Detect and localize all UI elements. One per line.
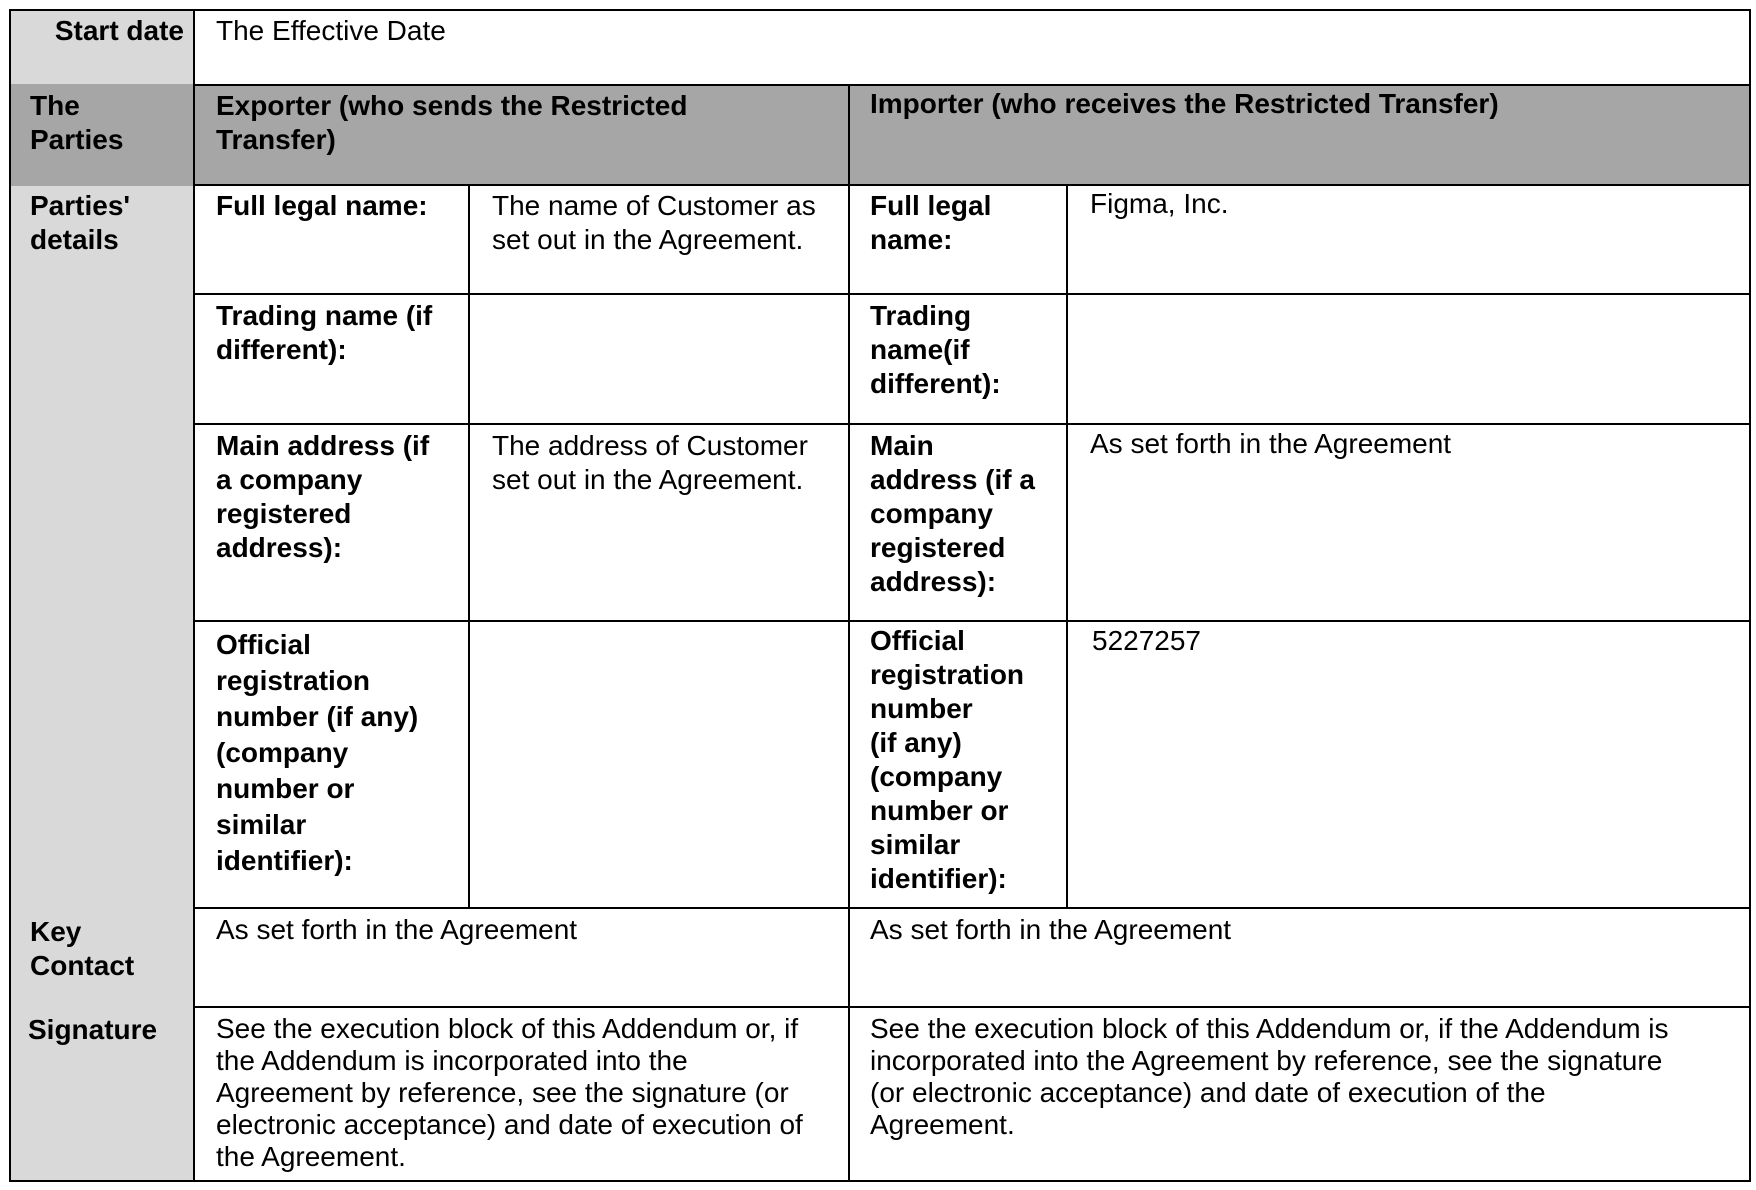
exporter-trading-name-label-line2: different): — [216, 334, 347, 365]
row-divider-trading-name — [193, 423, 1751, 425]
importer-main-address-value-text: As set forth in the Agreement — [1090, 428, 1452, 459]
importer-key-contact-value-text: As set forth in the Agreement — [870, 914, 1232, 945]
row-divider-full-legal-name — [193, 293, 1751, 295]
importer-trading-name-label — [870, 299, 1060, 401]
exporter-signature-value — [216, 1013, 848, 1173]
importer-registration-label — [870, 624, 1060, 896]
importer-main-address-label-line1: Main — [870, 430, 934, 461]
exporter-registration-label — [216, 627, 476, 879]
exporter-signature-line5: the Agreement. — [216, 1141, 406, 1172]
table-border-top — [9, 9, 1751, 11]
exporter-registration-label-line1: Official — [216, 629, 311, 660]
start-date-label — [10, 14, 184, 48]
importer-main-address-label-line5: address): — [870, 566, 997, 597]
exporter-full-legal-name-value — [492, 189, 852, 257]
importer-signature-line4: Agreement. — [870, 1109, 1015, 1140]
start-date-value — [216, 14, 1716, 48]
parties-header-label-line1: The — [30, 90, 80, 121]
importer-registration-value-text: 5227257 — [1092, 625, 1202, 656]
importer-heading — [870, 87, 1740, 121]
importer-heading-text: Importer (who receives the Restricted Transfer) — [870, 88, 1499, 119]
row-divider-parties-header — [193, 184, 1751, 186]
key-contact-label-line2: Contact — [30, 950, 135, 981]
exporter-signature-line3: Agreement by reference, see the signature (or — [216, 1077, 789, 1108]
exporter-registration-label-line4: (company — [216, 737, 349, 768]
parties-details-label-line1: Parties' — [30, 190, 131, 221]
exporter-main-address-value-line2: set out in the Agreement. — [492, 464, 804, 495]
importer-key-contact-value — [870, 913, 1740, 947]
importer-signature-line2: incorporated into the Agreement by reference, see the signature — [870, 1045, 1663, 1076]
exporter-main-address-label — [216, 429, 476, 565]
importer-registration-label-line4: (if any) — [870, 727, 962, 758]
column-divider-exporter-inner — [468, 184, 470, 909]
key-contact-label-line1: Key — [30, 916, 82, 947]
signature-label — [28, 1013, 188, 1047]
exporter-registration-label-line7: identifier): — [216, 845, 353, 876]
exporter-registration-label-line5: number or — [216, 773, 355, 804]
parties-header-label — [30, 89, 180, 157]
importer-signature-line1: See the execution block of this Addendum or, if the Addendum is — [870, 1013, 1669, 1044]
importer-trading-name-label-line1: Trading — [870, 300, 972, 331]
exporter-main-address-label-line3: registered — [216, 498, 352, 529]
exporter-main-address-label-line4: address): — [216, 532, 343, 563]
exporter-full-legal-name-label-text: Full legal name: — [216, 190, 428, 221]
importer-registration-label-line5: (company — [870, 761, 1003, 792]
importer-trading-name-label-line3: different): — [870, 368, 1001, 399]
exporter-heading — [216, 89, 846, 157]
parties-details-label-line2: details — [30, 224, 119, 255]
key-contact-label — [30, 915, 180, 983]
exporter-full-legal-name-value-line1: The name of Customer as — [492, 190, 816, 221]
importer-main-address-label-line2: address (if a — [870, 464, 1035, 495]
exporter-registration-label-line6: similar — [216, 809, 307, 840]
start-date-value-text: The Effective Date — [216, 15, 446, 46]
importer-signature-value — [870, 1013, 1746, 1141]
importer-trading-name-label-line2: name(if — [870, 334, 970, 365]
row-divider-registration — [193, 907, 1751, 909]
importer-full-legal-name-value — [1090, 187, 1730, 221]
column-divider-importer-inner — [1066, 184, 1068, 909]
parties-header-label-line2: Parties — [30, 124, 124, 155]
parties-details-label — [30, 189, 180, 257]
importer-full-legal-name-label — [870, 189, 1060, 257]
exporter-main-address-value — [492, 429, 852, 497]
importer-registration-value — [1092, 624, 1732, 658]
exporter-full-legal-name-label — [216, 189, 476, 223]
exporter-full-legal-name-value-line2: set out in the Agreement. — [492, 224, 804, 255]
importer-main-address-label-line3: company — [870, 498, 993, 529]
exporter-registration-label-line3: number (if any) — [216, 701, 419, 732]
row-divider-main-address — [193, 620, 1751, 622]
importer-main-address-label-line4: registered — [870, 532, 1006, 563]
importer-registration-label-line3: number — [870, 693, 973, 724]
table-border-left — [9, 9, 11, 1182]
start-date-label-text: Start date — [54, 15, 184, 46]
exporter-heading-line1: Exporter (who sends the Restricted — [216, 90, 688, 121]
importer-main-address-label — [870, 429, 1060, 599]
exporter-heading-line2: Transfer) — [216, 124, 336, 155]
exporter-key-contact-value-text: As set forth in the Agreement — [216, 914, 578, 945]
row-divider-start-date — [193, 84, 1751, 86]
exporter-signature-line1: See the execution block of this Addendum or, if — [216, 1013, 799, 1044]
importer-registration-label-line1: Official — [870, 625, 965, 656]
exporter-registration-label-line2: registration — [216, 665, 371, 696]
row-divider-key-contact — [193, 1006, 1751, 1008]
exporter-main-address-label-line2: a company — [216, 464, 363, 495]
column-divider-exporter-importer — [848, 84, 850, 1182]
importer-registration-label-line8: identifier): — [870, 863, 1007, 894]
exporter-key-contact-value — [216, 913, 846, 947]
importer-registration-label-line7: similar — [870, 829, 961, 860]
importer-full-legal-name-value-text: Figma, Inc. — [1090, 188, 1229, 219]
exporter-signature-line2: the Addendum is incorporated into the — [216, 1045, 688, 1076]
importer-full-legal-name-label-line2: name: — [870, 224, 953, 255]
importer-main-address-value — [1090, 427, 1730, 461]
exporter-signature-line4: electronic acceptance) and date of execution of — [216, 1109, 803, 1140]
column-divider-label — [193, 9, 195, 1182]
exporter-trading-name-label-line1: Trading name (if — [216, 300, 433, 331]
exporter-trading-name-label — [216, 299, 476, 367]
importer-full-legal-name-label-line1: Full legal — [870, 190, 992, 221]
importer-signature-line3: (or electronic acceptance) and date of execution of the — [870, 1077, 1546, 1108]
importer-registration-label-line2: registration — [870, 659, 1025, 690]
exporter-main-address-label-line1: Main address (if — [216, 430, 430, 461]
exporter-main-address-value-line1: The address of Customer — [492, 430, 808, 461]
importer-registration-label-line6: number or — [870, 795, 1009, 826]
table-border-bottom — [9, 1180, 1751, 1182]
signature-label-text: Signature — [28, 1014, 158, 1045]
